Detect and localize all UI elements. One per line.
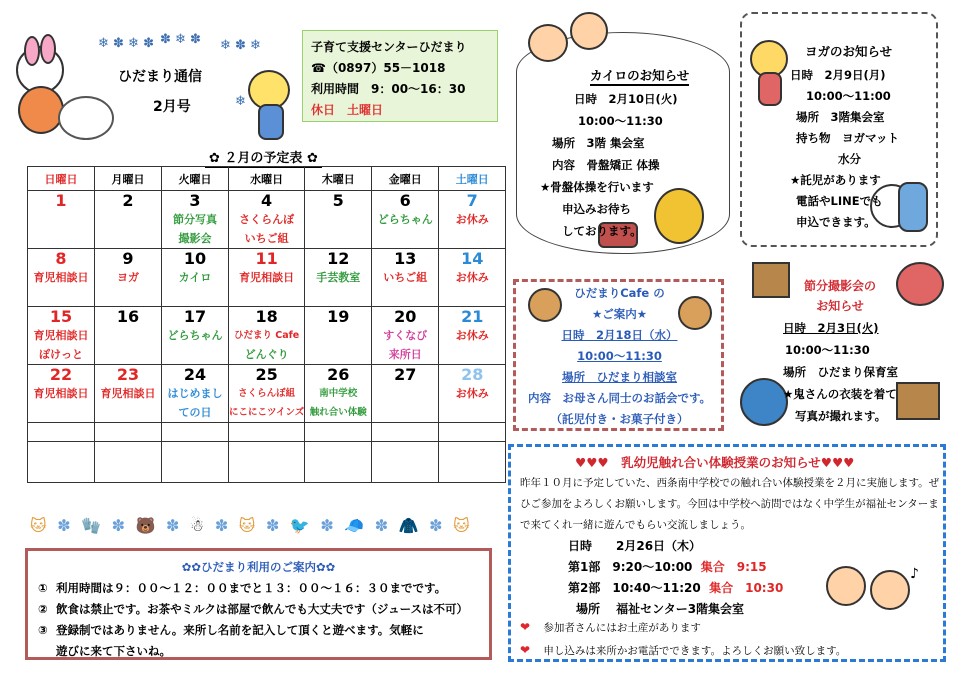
calendar-event: ぽけっと — [39, 348, 83, 361]
calendar-day-cell — [372, 249, 439, 307]
cafe-content: 内容 お母さん同士のお話会です。 — [527, 391, 712, 405]
experience-part2: 第2部 10:40～11:20 集合 10:30 — [568, 581, 784, 595]
cafe-place: 場所 ひだまり相談室 — [562, 370, 677, 384]
day-number: 5 — [332, 191, 344, 210]
calendar-event: いちご組 — [244, 232, 289, 245]
experience-part1: 第1部 9:20～10:00 集合 9:15 — [568, 560, 767, 574]
experience-notes: ❤ 参加者さんにはお土産があります ❤ 申し込みは来所かお電話でできます。よろしくお願い致します。 — [520, 620, 847, 657]
day-number: 24 — [183, 365, 207, 384]
calendar-title: ✿ ２月の予定表 ✿ — [205, 147, 322, 168]
day-number: 23 — [116, 365, 140, 384]
kairo-notice-body — [540, 88, 725, 242]
usage-guide-title: ✿✿ひだまり利用のご案内✿✿ — [181, 560, 336, 574]
usage-guide-box — [25, 548, 492, 660]
calendar-table — [27, 166, 506, 483]
calendar-day-cell — [162, 365, 229, 423]
snowflake-icon: ✽ — [320, 515, 334, 535]
calendar-day-cell — [229, 365, 305, 423]
heart-icon: ❤ — [520, 620, 531, 634]
calendar-empty-row — [28, 423, 506, 442]
yoga-notice-title: ヨガのお知らせ — [805, 44, 893, 59]
day-number: 26 — [327, 365, 350, 384]
kairo-date: 日時 2月10日(火) — [574, 92, 678, 106]
calendar-event: さくらんぼ — [239, 213, 295, 226]
center-closed-day: 休日 土曜日 — [311, 103, 384, 117]
bunny-ear-icon — [40, 34, 56, 64]
day-number: 25 — [255, 365, 278, 384]
yoga-date: 日時 2月9日(月) — [790, 68, 886, 82]
cafe-note: （託児付き・お菓子付き） — [550, 412, 689, 426]
kairo-note: しております。 — [562, 224, 642, 238]
center-name: 子育て支援センターひだまり — [311, 40, 467, 54]
photo-place: 場所 ひだまり保育室 — [783, 365, 898, 379]
calendar-event: 育児相談日 — [100, 387, 156, 400]
experience-class-title: ♥♥♥ 乳幼児触れ合い体験授業のお知らせ♥♥♥ — [575, 455, 855, 470]
calendar-day-cell — [95, 365, 162, 423]
calendar-event: 南中学校 — [319, 388, 358, 399]
newsletter-month: 2月号 — [153, 99, 191, 115]
day-number: 11 — [255, 249, 278, 268]
yoga-items: 水分 — [838, 152, 861, 166]
calendar-day-cell — [305, 249, 372, 307]
calendar-empty-cell — [439, 423, 506, 442]
calendar-event: 来所日 — [388, 348, 422, 361]
calendar-day-cell — [439, 249, 506, 307]
cat-icon: 🐱 — [238, 515, 256, 535]
calendar-day-cell — [372, 365, 439, 423]
kairo-time: 10:00～11:30 — [578, 114, 663, 128]
snowflake-icon: ✽ ❄ ✽ — [160, 32, 201, 47]
oni-demon-icon — [740, 378, 788, 426]
calendar-event: 節分写真 — [173, 213, 217, 226]
snowflake-icon: ✽ — [166, 515, 180, 535]
calendar-day-cell — [95, 191, 162, 249]
calendar-week-row — [28, 307, 506, 365]
usage-item: ② 飲食は禁止です。お茶やミルクは部屋で飲んでも大丈夫です（ジュースは不可） — [38, 602, 469, 616]
child-character-icon — [528, 24, 568, 62]
day-number: 9 — [122, 249, 134, 268]
day-number: 7 — [466, 191, 478, 210]
snowflake-icon: ✽ — [57, 515, 71, 535]
calendar-day-cell — [95, 307, 162, 365]
calendar-event: どんぐり — [244, 348, 289, 361]
calendar-event: ひだまり Cafe — [233, 330, 300, 341]
day-header-tue: 火曜日 — [162, 167, 229, 191]
music-note-icon: ♪ — [910, 566, 919, 582]
photo-note: 写真が撮れます。 — [795, 409, 887, 423]
day-number: 12 — [327, 249, 350, 268]
kairo-place: 場所 3階 集会室 — [552, 136, 645, 150]
calendar-event: 育児相談日 — [33, 387, 89, 400]
center-hours: 利用時間 9：00～16：30 — [311, 82, 466, 96]
calendar-event: いちご組 — [383, 271, 428, 284]
calendar-empty-cell — [95, 423, 162, 442]
calendar-empty-cell — [372, 442, 439, 483]
cafe-notice-body — [522, 283, 717, 430]
calendar-event: ての日 — [178, 406, 212, 419]
calendar-day-cell — [372, 307, 439, 365]
calendar-day-cell — [28, 249, 95, 307]
calendar-empty-cell — [162, 442, 229, 483]
calendar-empty-cell — [95, 442, 162, 483]
student-character-icon — [826, 566, 866, 606]
calendar-event: カイロ — [178, 271, 212, 284]
child-body-icon — [758, 72, 782, 106]
usage-item-continued: 遊びに来て下さいね。 — [56, 644, 171, 658]
experience-date: 日時 2月26日（木） — [568, 539, 702, 553]
cafe-time: 10:00～11:30 — [577, 349, 662, 363]
calendar-empty-cell — [372, 423, 439, 442]
calendar-day-cell — [162, 191, 229, 249]
calendar-event: 育児相談日 — [239, 271, 295, 284]
day-header-thu: 木曜日 — [305, 167, 372, 191]
yoga-place: 場所 3階集会室 — [796, 110, 885, 124]
kairo-note: 申込みお待ち — [562, 202, 631, 216]
day-number: 17 — [183, 307, 207, 326]
calendar-day-cell — [439, 191, 506, 249]
snowflake-icon: ❄ — [235, 94, 246, 109]
calendar-event: 触れ合い体験 — [309, 407, 367, 418]
day-header-wed: 水曜日 — [229, 167, 305, 191]
day-number: 1 — [55, 191, 67, 210]
calendar-event: お休み — [455, 329, 489, 342]
calendar-empty-cell — [305, 423, 372, 442]
calendar-empty-cell — [439, 442, 506, 483]
calendar-event: お休み — [455, 271, 489, 284]
photo-date: 日時 2月3日(火) — [783, 321, 879, 335]
calendar-week-row — [28, 365, 506, 423]
day-number: 21 — [461, 307, 484, 326]
snowflake-icon: ✽ — [429, 515, 443, 535]
bean-box-icon — [752, 262, 790, 298]
calendar-event: 育児相談日 — [33, 271, 89, 284]
cafe-date: 日時 2月18日（水） — [561, 328, 678, 342]
photo-notice-body — [783, 317, 943, 427]
day-number: 4 — [261, 191, 273, 210]
bunny-body-icon — [18, 86, 64, 134]
photo-time: 10:00～11:30 — [785, 343, 870, 357]
calendar-day-cell — [305, 365, 372, 423]
calendar-day-cell — [229, 191, 305, 249]
calendar-day-cell — [28, 191, 95, 249]
day-number: 28 — [461, 365, 484, 384]
bear-icon: 🐻 — [135, 515, 156, 535]
calendar-event: どらちゃん — [167, 329, 223, 342]
day-number: 16 — [116, 307, 140, 326]
day-header-fri: 金曜日 — [372, 167, 439, 191]
calendar-empty-cell — [229, 423, 305, 442]
photo-note: ★鬼さんの衣装を着て — [783, 387, 897, 401]
day-header-mon: 月曜日 — [95, 167, 162, 191]
snowflake-icon: ❄ ✽ ❄ ✽ — [98, 36, 154, 51]
cat-icon: 🐱 — [30, 515, 47, 535]
yoga-notice-body — [790, 65, 940, 233]
mitten-icon: 🧤 — [81, 515, 102, 535]
newsletter-title: ひだまり通信 — [118, 69, 202, 85]
experience-description: 昨年１０月に予定していた、西条南中学校での触れ合い体験授業を２月に実施します。ぜひご参加をよろしくお願いします。今回は中学校へ訪問ではなく中学生が福祉センターまで来てくれ一緒に遊んでもらい交流しましょう。 — [520, 477, 940, 531]
calendar-week-row — [28, 191, 506, 249]
calendar-event: 手芸教室 — [316, 271, 361, 284]
cafe-title: ひだまりCafe の — [574, 286, 665, 300]
snowflake-icon: ✽ — [265, 515, 280, 535]
bird-icon: 🐦 — [289, 515, 310, 535]
sweater-icon: 🧥 — [398, 515, 419, 535]
calendar-day-cell — [95, 249, 162, 307]
calendar-empty-cell — [28, 442, 95, 483]
calendar-empty-cell — [229, 442, 305, 483]
day-number: 22 — [49, 365, 73, 384]
oni-demon-icon — [896, 262, 944, 306]
snowflake-icon: ✽ — [374, 515, 389, 535]
calendar-event: ヨガ — [117, 271, 139, 284]
center-phone: ☎（0897）55－1018 — [311, 61, 446, 75]
calendar-header-row — [28, 167, 506, 191]
usage-item: ③ 登録制ではありません。来所し名前を記入して頂くと遊べます。気軽に — [38, 623, 424, 637]
calendar-day-cell — [162, 307, 229, 365]
kairo-note: ★骨盤体操を行います — [540, 180, 654, 194]
bunny-ear-icon — [24, 36, 40, 66]
day-number: 14 — [461, 249, 484, 268]
calendar-week-row — [28, 249, 506, 307]
day-number: 18 — [255, 307, 278, 326]
yoga-items: 持ち物 ヨガマット — [796, 131, 900, 145]
snowflake-icon: ❄ ✽ ❄ — [220, 38, 261, 53]
snowman-icon: ☃ — [189, 515, 205, 535]
calendar-day-cell — [28, 307, 95, 365]
calendar-empty-cell — [162, 423, 229, 442]
hat-character-icon: 🧢 — [344, 515, 365, 535]
decorative-character-strip — [30, 512, 470, 538]
calendar-empty-cell — [28, 423, 95, 442]
calendar-event: にこにこツインズ — [229, 407, 305, 418]
kid-body-icon — [258, 104, 284, 140]
student-character-icon — [870, 570, 910, 610]
calendar-empty-row — [28, 442, 506, 483]
yoga-time: 10:00～11:00 — [806, 89, 891, 103]
calendar-event: お休み — [455, 387, 489, 400]
photo-notice-title: 節分撮影会の お知らせ — [804, 279, 877, 313]
calendar-day-cell — [28, 365, 95, 423]
heart-icon: ❤ — [520, 643, 531, 657]
calendar-event: どらちゃん — [377, 213, 433, 226]
day-number: 3 — [189, 191, 201, 210]
usage-item: ① 利用時間は９：００～１２：００までと１３：００～１６：３０までです。 — [38, 581, 447, 595]
day-number: 6 — [399, 191, 411, 210]
day-number: 10 — [183, 249, 207, 268]
yoga-note: 申込できます。 — [796, 215, 876, 229]
day-number: 19 — [327, 307, 350, 326]
calendar-empty-cell — [305, 442, 372, 483]
experience-place: 場所 福祉センター3階集会室 — [576, 602, 745, 616]
day-number: 15 — [49, 307, 73, 326]
day-header-sun: 日曜日 — [28, 167, 95, 191]
calendar-event: お休み — [455, 213, 489, 226]
center-info-box — [302, 30, 498, 122]
day-number: 13 — [394, 249, 417, 268]
child-character-icon — [570, 12, 608, 50]
snowflake-icon: ✽ — [111, 515, 126, 535]
day-number: 8 — [55, 249, 67, 268]
yoga-note: 電話やLINEでも — [796, 194, 883, 208]
calendar-event: 撮影会 — [178, 232, 212, 245]
calendar-day-cell — [305, 307, 372, 365]
calendar-day-cell — [439, 365, 506, 423]
snowball-icon — [58, 96, 114, 140]
calendar-day-cell — [372, 191, 439, 249]
cafe-subtitle: ★ご案内★ — [591, 307, 648, 321]
snowflake-icon: ✽ — [214, 515, 229, 535]
calendar-day-cell — [305, 191, 372, 249]
calendar-event: はじめまし — [167, 387, 223, 400]
calendar-day-cell — [229, 249, 305, 307]
day-number: 20 — [394, 307, 417, 326]
calendar-event: さくらんぼ組 — [238, 388, 296, 399]
calendar-event: すくなび — [383, 329, 428, 342]
calendar-event: 育児相談日 — [33, 329, 89, 342]
calendar-day-cell — [229, 307, 305, 365]
calendar-day-cell — [439, 307, 506, 365]
day-number: 27 — [394, 365, 417, 384]
cat-icon: 🐱 — [453, 515, 470, 535]
day-header-sat: 土曜日 — [439, 167, 506, 191]
day-number: 2 — [122, 191, 134, 210]
calendar-day-cell — [162, 249, 229, 307]
kairo-content: 内容 骨盤矯正 体操 — [552, 158, 660, 172]
yoga-note: ★託児があります — [790, 173, 881, 187]
kairo-notice-title: カイロのお知らせ — [590, 66, 689, 86]
